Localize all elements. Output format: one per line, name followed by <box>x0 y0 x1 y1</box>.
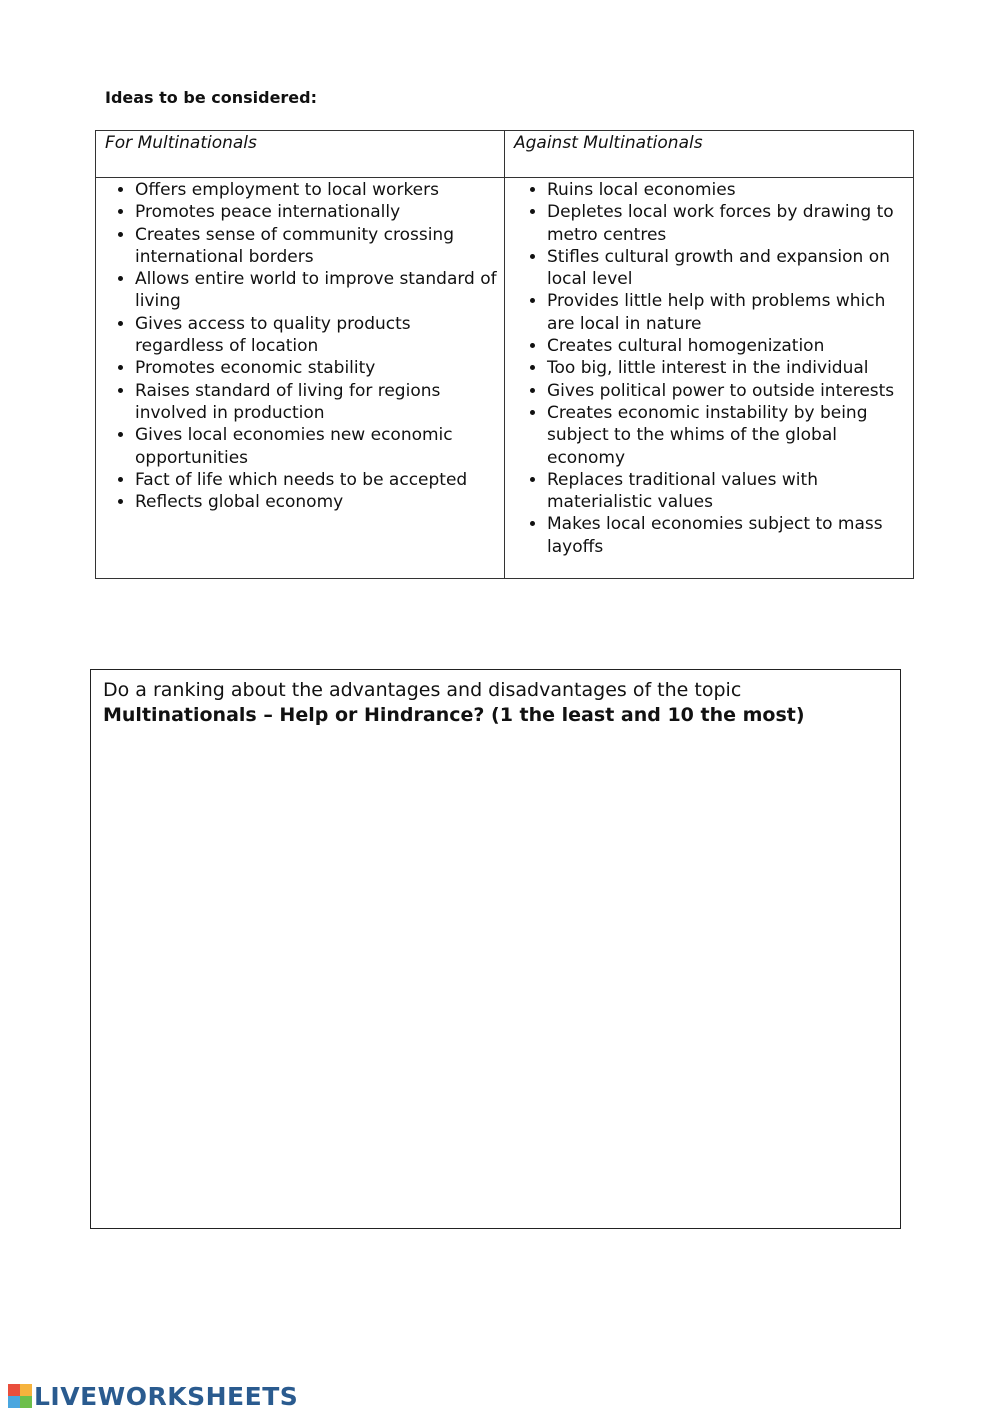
logo-mark-icon <box>8 1384 32 1408</box>
logo-mark-square <box>8 1384 20 1396</box>
list-item: • Creates cultural homogenization <box>547 335 909 357</box>
ranking-topic: Multinationals – Help or Hindrance? (1 the least and 10 the most) <box>103 704 805 726</box>
for-header: For Multinationals <box>96 131 505 178</box>
against-header: Against Multinationals <box>505 131 914 178</box>
table-header-row <box>96 131 914 178</box>
list-item: • Makes local economies subject to mass layoffs <box>547 513 909 558</box>
list-item: • Gives local economies new economic opportunities <box>135 424 500 469</box>
list-item: • Raises standard of living for regions involved in production <box>135 380 500 425</box>
table-body-row <box>96 178 914 579</box>
logo-mark-square <box>20 1384 32 1396</box>
list-item: • Promotes peace internationally <box>135 201 500 223</box>
for-cell <box>96 178 505 579</box>
list-item: • Gives political power to outside interests <box>547 380 909 402</box>
ranking-answer-box[interactable] <box>90 669 901 1229</box>
list-item: • Promotes economic stability <box>135 357 500 379</box>
list-item: • Gives access to quality products regardless of location <box>135 313 500 358</box>
list-item: • Depletes local work forces by drawing to metro centres <box>547 201 909 246</box>
against-cell <box>505 178 914 579</box>
list-item: • Creates economic instability by being subject to the whims of the global economy <box>547 402 909 469</box>
ideas-table <box>95 130 914 579</box>
logo-mark-square <box>20 1396 32 1408</box>
list-item: • Ruins local economies <box>547 179 909 201</box>
logo-mark-square <box>8 1396 20 1408</box>
ranking-prompt: Do a ranking about the advantages and disadvantages of the topic <box>103 679 742 701</box>
liveworksheets-logo <box>8 1380 298 1412</box>
page-heading: Ideas to be considered: <box>105 88 318 107</box>
list-item: • Creates sense of community crossing international borders <box>135 224 500 269</box>
list-item: • Replaces traditional values with materialistic values <box>547 469 909 514</box>
list-item: • Allows entire world to improve standard of living <box>135 268 500 313</box>
list-item: • Provides little help with problems which are local in nature <box>547 290 909 335</box>
list-item: • Offers employment to local workers <box>135 179 500 201</box>
for-list <box>96 179 500 513</box>
list-item: • Reflects global economy <box>135 491 500 513</box>
list-item: • Fact of life which needs to be accepted <box>135 469 500 491</box>
against-list <box>505 179 909 558</box>
list-item: • Stifles cultural growth and expansion on local level <box>547 246 909 291</box>
logo-text: LIVEWORKSHEETS <box>34 1381 299 1411</box>
list-item: • Too big, little interest in the individual <box>547 357 909 379</box>
